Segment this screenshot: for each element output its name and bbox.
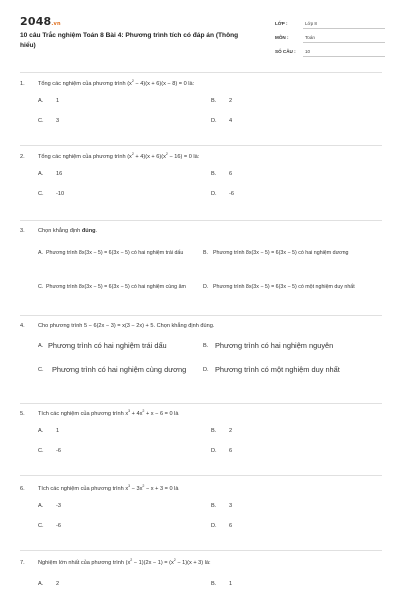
option-c[interactable]: C. Phương trình có hai nghiệm cùng dương [38, 365, 187, 374]
logo-text: 2048 [20, 15, 52, 28]
option-a[interactable]: A. 1 [38, 428, 60, 434]
options [20, 244, 382, 314]
options [20, 97, 382, 145]
question-number: 3. [20, 228, 25, 234]
question-2 [20, 153, 382, 218]
option-b[interactable]: B. Phương trình có hai nghiệm nguyên [203, 341, 334, 350]
divider [20, 220, 382, 221]
question-1 [20, 80, 382, 145]
option-d[interactable]: D. 6 [211, 523, 233, 529]
question-text: Tích các nghiệm của phương trình $x^3 + 4x^2 + x - 6 = 0$ là [38, 409, 179, 417]
meta-panel [275, 16, 385, 58]
logo-suffix: .vn [51, 21, 61, 27]
question-number: 4. [20, 323, 25, 329]
question-number: 5. [20, 411, 25, 417]
divider [20, 550, 382, 551]
meta-label: LỚP : [275, 20, 288, 26]
option-a[interactable]: A. 2 [38, 581, 60, 587]
option-b[interactable]: B. 6 [211, 171, 233, 177]
question-number: 1. [20, 81, 25, 87]
question-text: Tổng các nghiệm của phương trình $(x^2 - 4)(x + 6)(x - 8) = 0$ là: [38, 79, 195, 87]
question-text: Cho phương trình 5 − 6(2x − 3) = x(3 − 2x) + 5. Chọn khẳng định đúng. [38, 323, 215, 329]
question-6 [20, 485, 382, 550]
meta-label: SỐ CÂU : [275, 48, 296, 54]
option-d[interactable]: D. -6 [211, 191, 234, 197]
option-c[interactable]: C. -6 [38, 523, 61, 529]
divider [20, 475, 382, 476]
options [20, 576, 382, 596]
options [20, 502, 382, 550]
option-a[interactable]: A. 1 [38, 98, 60, 104]
option-b[interactable]: B. 1 [211, 581, 233, 587]
option-b[interactable]: B. 2 [211, 98, 233, 104]
option-b[interactable]: B. 3 [211, 503, 233, 509]
question-text: Tổng các nghiệm của phương trình $(x^2 + 4)(x + 6)(x^2 - 16) = 0$ là: [38, 152, 200, 160]
site-logo[interactable] [20, 15, 61, 28]
option-c[interactable]: C. Phương trình 8x(3x − 5) = 6(3x − 5) có hai nghiệm cùng âm [38, 284, 186, 290]
meta-value: 10 [303, 46, 385, 57]
meta-row-class [275, 16, 385, 30]
meta-label: MÔN : [275, 34, 289, 40]
document-title: 10 câu Trắc nghiệm Toán 8 Bài 4: Phương trình tích có đáp án (Thông hiểu) [20, 32, 239, 49]
option-c[interactable]: C. -10 [38, 191, 65, 197]
question-text: Nghiệm lớn nhất của phương trình $(x^2 - 1)(2x - 1) = (x^2 - 1)(x + 3)$ là: [38, 558, 211, 566]
divider [20, 72, 382, 73]
option-c[interactable]: C. -6 [38, 448, 61, 454]
meta-value: Toán [303, 32, 385, 43]
option-d[interactable]: D. 6 [211, 448, 233, 454]
option-d[interactable]: D. 4 [211, 118, 233, 124]
question-text: Chọn khẳng định đúng. [38, 228, 98, 234]
question-7 [20, 559, 382, 596]
question-text: Tích các nghiệm của phương trình $x^3 - 3x^2 - x + 3 = 0$ là [38, 484, 179, 492]
option-d[interactable]: D. Phương trình 8x(3x − 5) = 6(3x − 5) có một nghiệm duy nhất [203, 284, 355, 290]
meta-row-count [275, 44, 385, 58]
option-a[interactable]: A. Phương trình có hai nghiệm trái dấu [38, 341, 167, 350]
options [20, 170, 382, 218]
option-a[interactable]: A. 16 [38, 171, 63, 177]
option-c[interactable]: C. 3 [38, 118, 60, 124]
question-5 [20, 410, 382, 475]
divider [20, 145, 382, 146]
option-b[interactable]: B. 2 [211, 428, 233, 434]
question-4 [20, 322, 382, 399]
option-a[interactable]: A. Phương trình 8x(3x − 5) = 6(3x − 5) có hai nghiệm trái dấu [38, 250, 184, 256]
options [20, 339, 382, 399]
question-number: 7. [20, 560, 25, 566]
divider [20, 315, 382, 316]
question-number: 6. [20, 486, 25, 492]
divider [20, 403, 382, 404]
document-header [20, 15, 382, 59]
question-number: 2. [20, 154, 25, 160]
meta-value: Lớp 8 [303, 18, 385, 29]
option-a[interactable]: A. -3 [38, 503, 61, 509]
meta-row-subject [275, 30, 385, 44]
option-d[interactable]: D. Phương trình có một nghiệm duy nhất [203, 365, 340, 374]
question-3 [20, 227, 382, 314]
options [20, 427, 382, 475]
option-b[interactable]: B. Phương trình 8x(3x − 5) = 6(3x − 5) có hai nghiệm dương [203, 250, 349, 256]
